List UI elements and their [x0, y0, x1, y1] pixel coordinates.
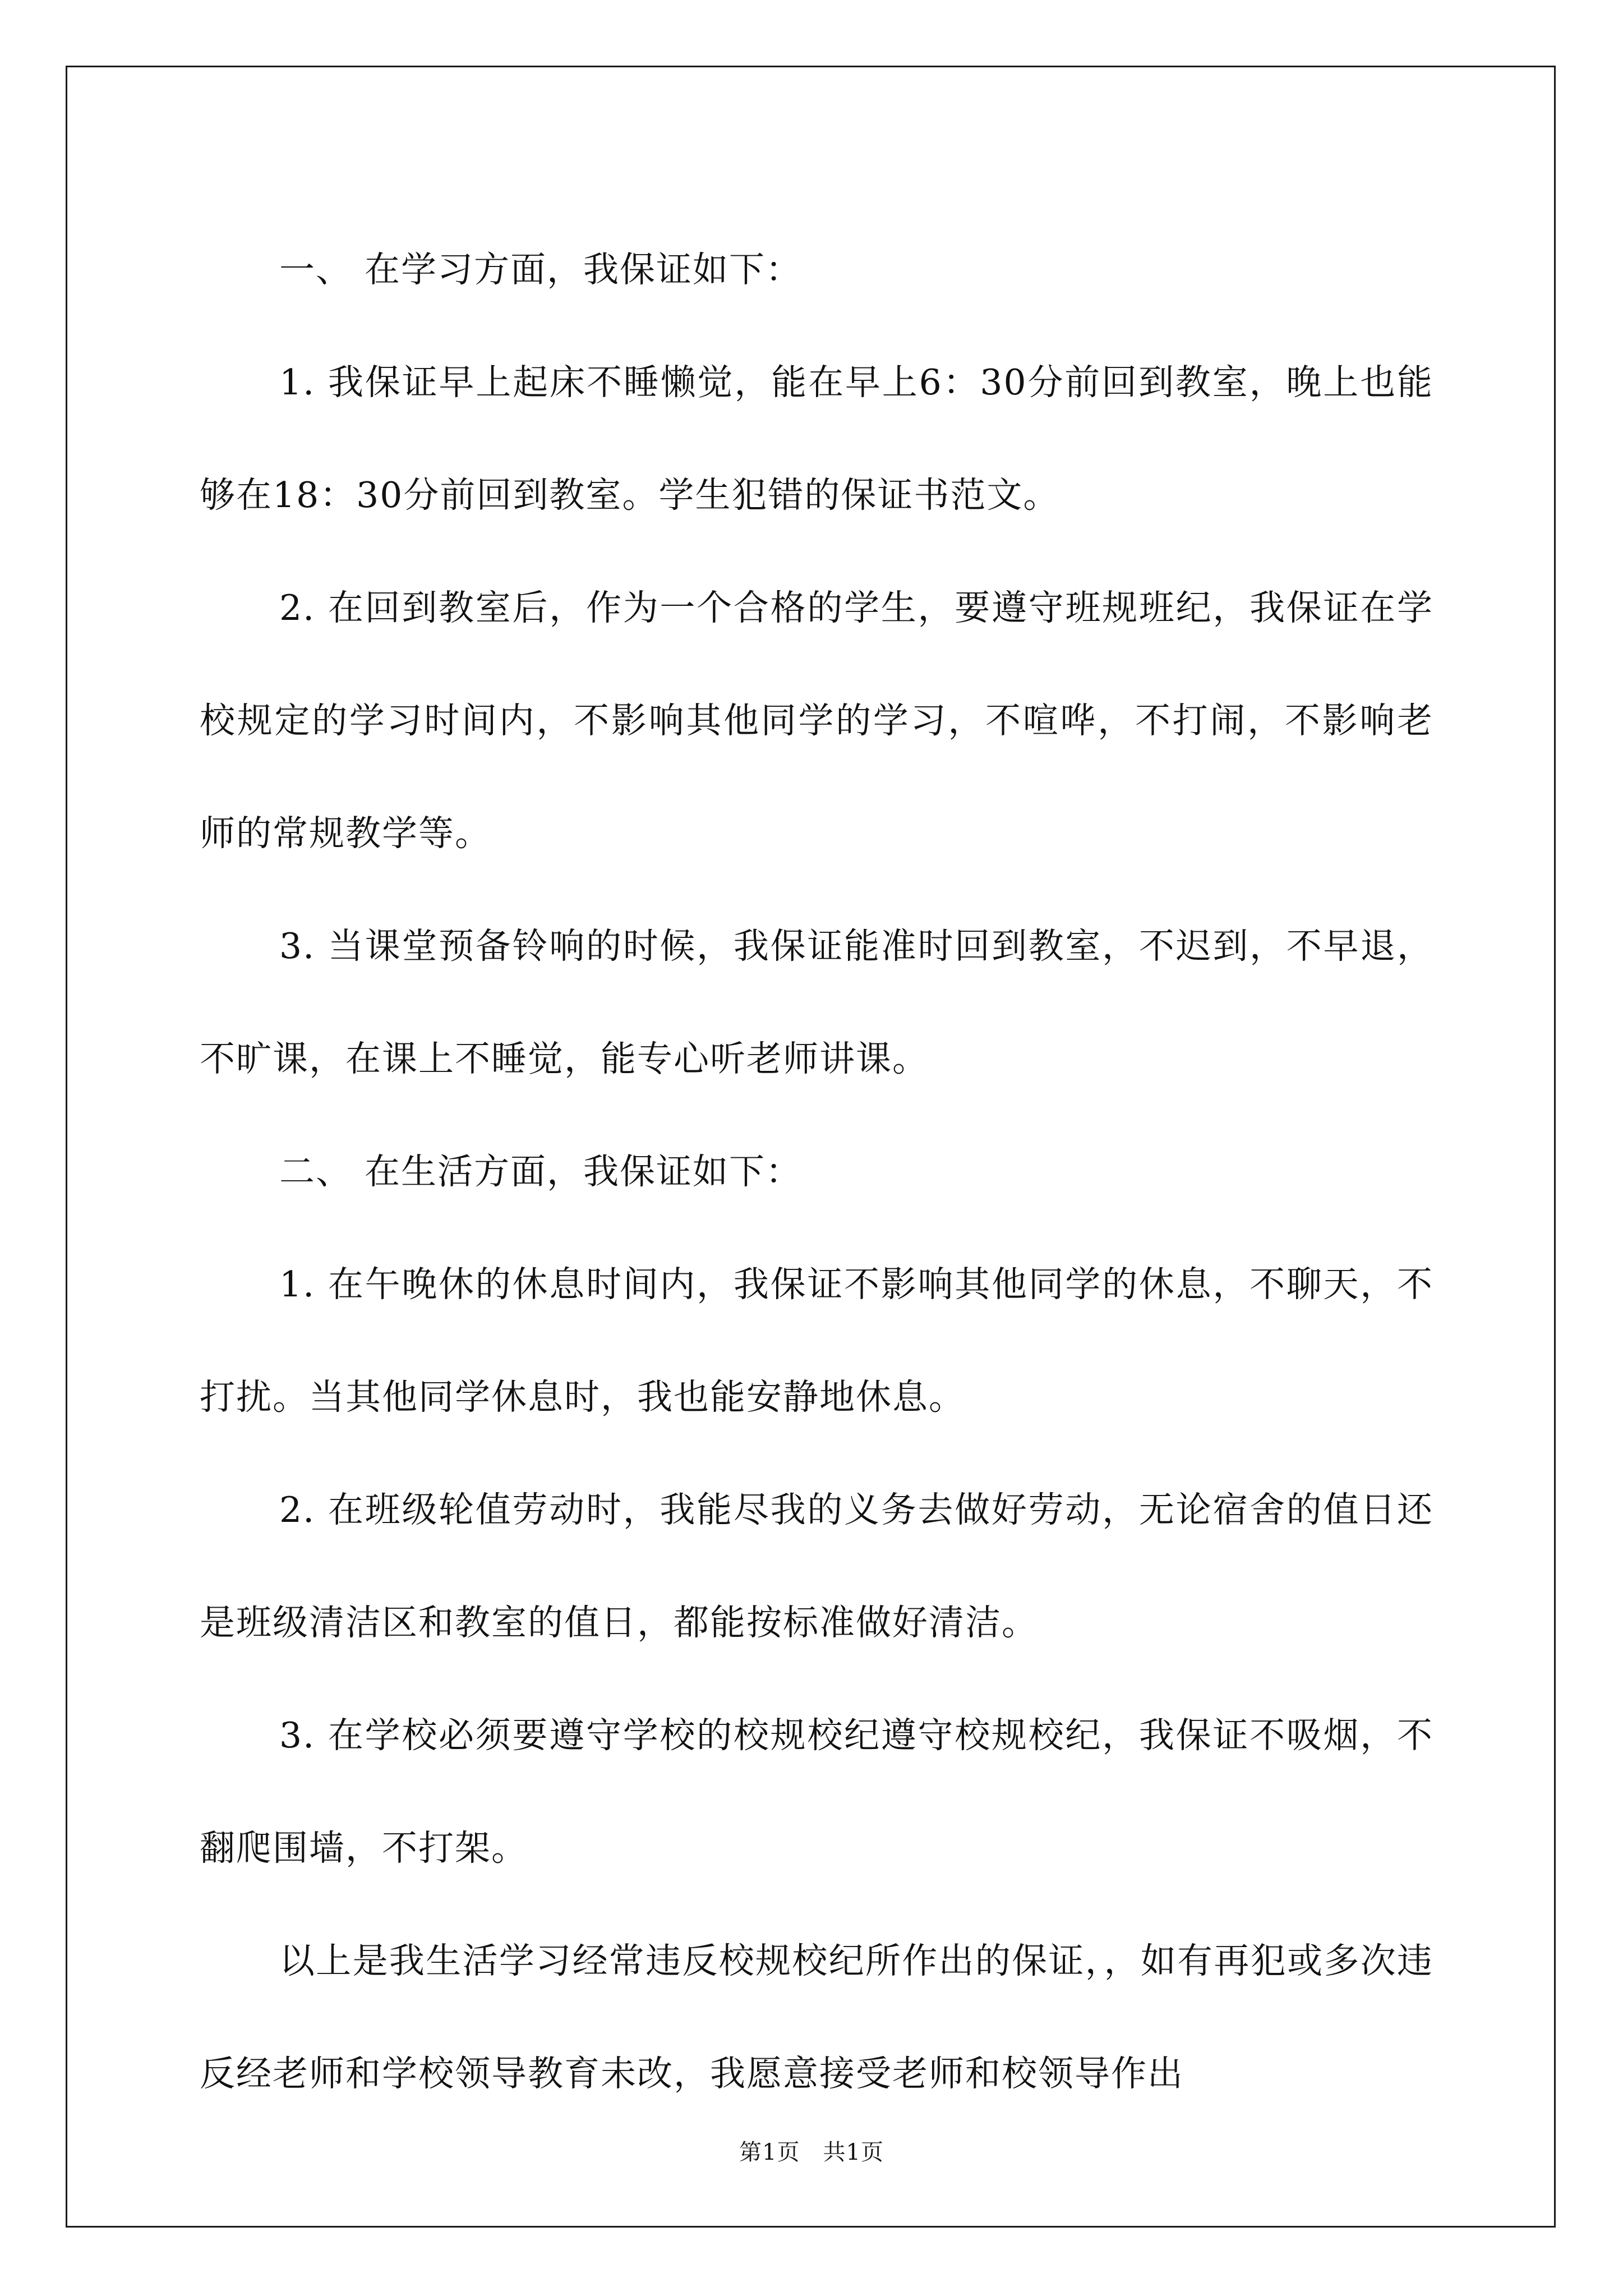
document-body — [200, 213, 1433, 2130]
section-heading-life: 二、 在生活方面，我保证如下： — [279, 1151, 803, 1192]
section-heading-study: 一、 在学习方面，我保证如下： — [279, 249, 803, 290]
paragraph-conclusion: 以上是我生活学习经常违反校规校纪所作出的保证，，如有再犯或多次违反经老师和学校领导教育未改，我愿意接受老师和校领导作出 — [200, 1940, 1433, 2094]
paragraph-study-2: 2. 在回到教室后，作为一个合格的学生，要遵守班规班纪，我保证在学校规定的学习时间内，不影响其他同学的学习，不喧哗，不打闹，不影响老师的常规教学等。 — [200, 587, 1433, 854]
paragraph-study-3: 3. 当课堂预备铃响的时候，我保证能准时回到教室，不迟到，不早退，不旷课，在课上不睡觉，能专心听老师讲课。 — [200, 926, 1433, 1079]
paragraph-life-2: 2. 在班级轮值劳动时，我能尽我的义务去做好劳动，无论宿舍的值日还是班级清洁区和教室的值日，都能按标准做好清洁。 — [200, 1489, 1433, 1643]
paragraph-life-1: 1. 在午晚休的休息时间内，我保证不影响其他同学的休息，不聊天，不打扰。当其他同学休息时，我也能安静地休息。 — [200, 1264, 1433, 1418]
paragraph-study-1: 1. 我保证早上起床不睡懒觉，能在早上6：30分前回到教室，晚上也能够在18：30分前回到教室。学生犯错的保证书范文。 — [200, 362, 1433, 516]
page-number-footer: 第1页 共1页 — [739, 2139, 884, 2165]
paragraph-life-3: 3. 在学校必须要遵守学校的校规校纪遵守校规校纪，我保证不吸烟，不翻爬围墙，不打架。 — [200, 1715, 1433, 1869]
